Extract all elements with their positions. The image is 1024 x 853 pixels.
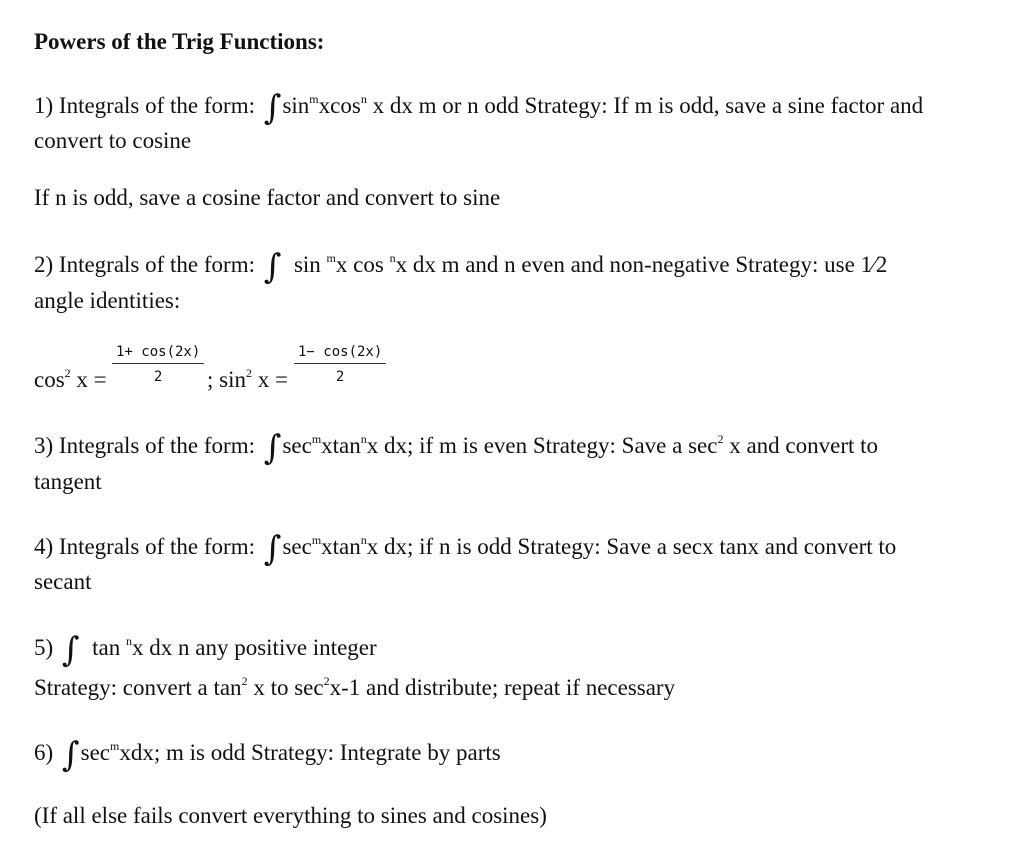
item-3-tan-exponent: n xyxy=(360,432,367,446)
fraction-sin-denominator: 2 xyxy=(335,369,345,385)
page-title: Powers of the Trig Functions: xyxy=(34,29,325,54)
identity-separator: ; sin xyxy=(207,367,246,392)
item-2-line xyxy=(34,247,888,287)
item-1-continuation: convert to cosine xyxy=(34,128,192,153)
item-6-sec: sec xyxy=(80,740,111,765)
item-2-cos: x cos xyxy=(335,252,384,277)
item-1-prefix: 1) Integrals of the form: xyxy=(34,93,255,118)
item-6-tail: xdx; m is odd Strategy: Integrate by parts xyxy=(119,740,501,765)
item-5-strategy xyxy=(34,674,675,702)
fraction-sin-identity xyxy=(294,343,386,386)
identity-sin-exponent: 2 xyxy=(245,366,252,380)
identity-cos-equals: x = xyxy=(76,367,107,392)
item-2-prefix: 2) Integrals of the form: xyxy=(34,252,255,277)
item-2-continuation: angle identities: xyxy=(34,288,181,313)
item-3-sec-exponent: m xyxy=(311,432,322,446)
fraction-cos-numerator: 1+ cos(2x) xyxy=(112,343,204,364)
item-5-prefix: 5) xyxy=(34,635,54,660)
item-3-sec: sec xyxy=(282,433,312,458)
identity-cos-lhs xyxy=(34,366,107,394)
footer-note: (If all else fails convert everything to sines and cosines) xyxy=(34,803,547,828)
item-4-continuation: secant xyxy=(34,569,92,594)
item-4-line xyxy=(34,529,897,569)
item-2-sin-exponent: m xyxy=(326,251,336,265)
identity-sin-lhs xyxy=(207,366,288,394)
item-6-line xyxy=(34,735,501,775)
item-1-tail: x dx m or n odd Strategy: If m is odd, save a sine factor and xyxy=(372,93,924,118)
fraction-cos-identity xyxy=(112,343,204,386)
item-5-tan: tan xyxy=(92,635,121,660)
fraction-cos-denominator: 2 xyxy=(153,369,163,385)
integral-sign: ∫ xyxy=(263,428,282,468)
item-2-tail: x dx m and n even and non-negative Strategy: use 1⁄2 xyxy=(395,252,888,277)
item-4-tail: x dx; if n is odd Strategy: Save a secx tanx and convert to xyxy=(366,534,897,559)
item-4-sec: sec xyxy=(282,534,312,559)
item-5-strategy-exponent-2: 2 xyxy=(323,674,330,688)
item-1-line xyxy=(34,88,924,128)
item-5-strategy-b: x to sec xyxy=(253,675,324,700)
item-6-sec-exponent: m xyxy=(110,739,120,753)
item-2-cos-exponent: n xyxy=(389,251,396,265)
item-1-sin-exponent: m xyxy=(309,92,319,106)
integral-sign: ∫ xyxy=(263,529,282,569)
fraction-sin-numerator: 1− cos(2x) xyxy=(294,343,386,364)
item-6-prefix: 6) xyxy=(34,740,54,765)
item-4-tan-exponent: n xyxy=(360,533,367,547)
item-1-sin: sin xyxy=(282,93,310,118)
item-5-strategy-exponent-1: 2 xyxy=(241,674,248,688)
integral-sign: ∫ xyxy=(263,88,282,128)
item-3-continuation: tangent xyxy=(34,469,102,494)
item-5-tail: x dx n any positive integer xyxy=(132,635,377,660)
item-1-cos: xcos xyxy=(318,93,361,118)
item-4-sec-exponent: m xyxy=(311,533,322,547)
integral-sign: ∫ xyxy=(263,247,282,287)
item-3-line xyxy=(34,428,879,468)
integral-sign: ∫ xyxy=(61,630,80,670)
item-4-tan: xtan xyxy=(321,534,361,559)
identity-cos-label: cos xyxy=(34,367,65,392)
item-3-tail-b: x and convert to xyxy=(729,433,879,458)
identity-sin-equals: x = xyxy=(257,367,288,392)
item-5-line xyxy=(34,630,377,670)
identity-cos-exponent: 2 xyxy=(64,366,71,380)
item-3-tan: xtan xyxy=(321,433,361,458)
item-1-cos-exponent: n xyxy=(360,92,367,106)
item-3-prefix: 3) Integrals of the form: xyxy=(34,433,255,458)
item-2-sin: sin xyxy=(293,252,321,277)
item-4-prefix: 4) Integrals of the form: xyxy=(34,534,255,559)
item-3-tail-a: x dx; if m is even Strategy: Save a sec xyxy=(366,433,718,458)
integral-sign: ∫ xyxy=(61,735,80,775)
item-5-tan-exponent: n xyxy=(126,634,132,648)
item-1-second-strategy: If n is odd, save a cosine factor and convert to sine xyxy=(34,185,501,210)
item-3-tail-exponent: 2 xyxy=(717,432,724,446)
item-5-strategy-c: x-1 and distribute; repeat if necessary xyxy=(329,675,676,700)
item-5-strategy-a: Strategy: convert a tan xyxy=(34,675,242,700)
